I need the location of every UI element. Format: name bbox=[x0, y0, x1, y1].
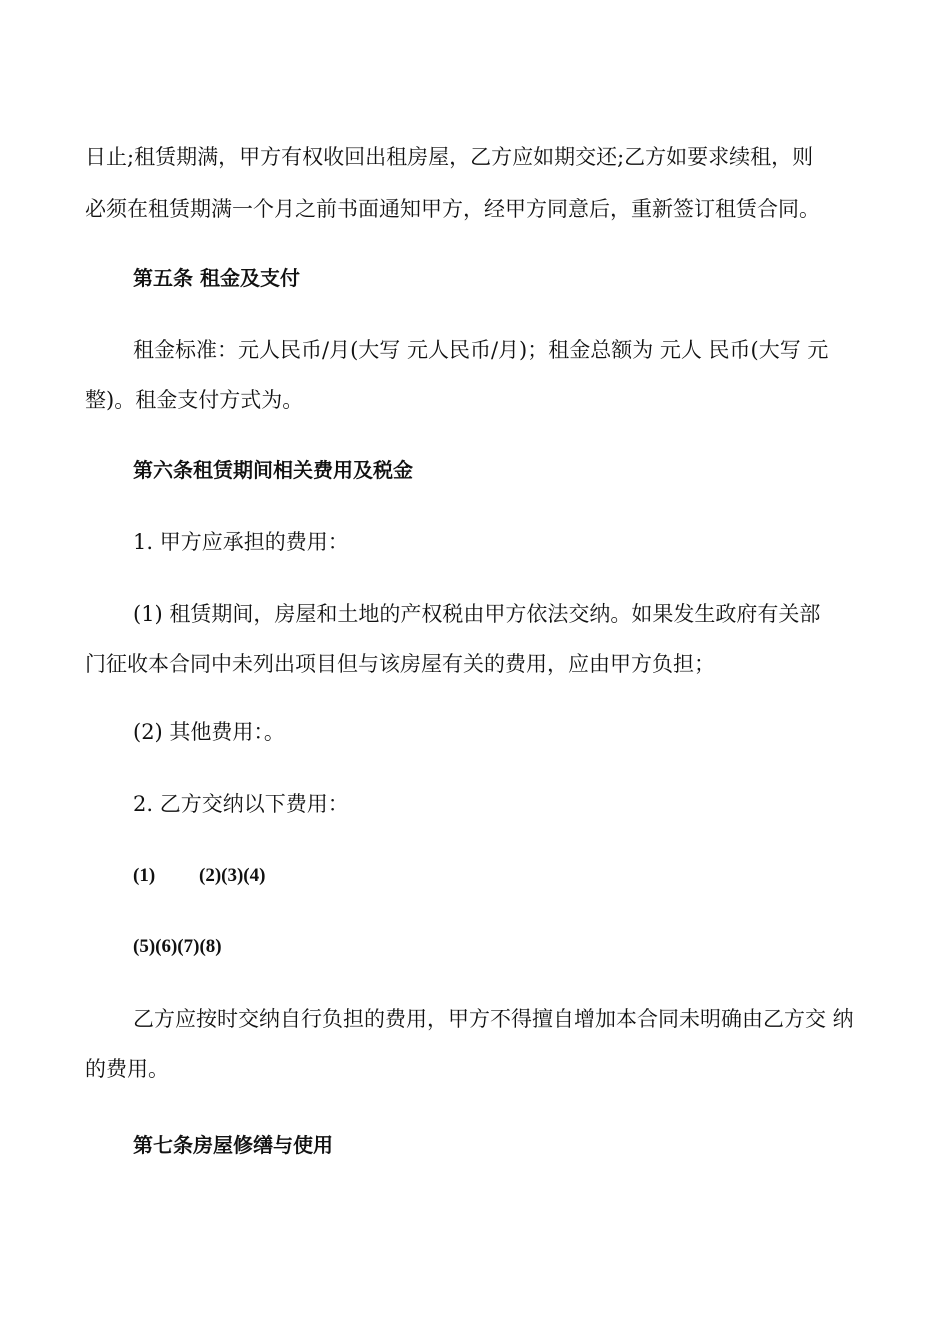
paragraph-line: 乙方应按时交纳自行负担的费用，甲方不得擅自增加本合同未明确由乙方交 纳 bbox=[133, 1007, 854, 1031]
paragraph-line: 必须在租赁期满一个月之前书面通知甲方，经甲方同意后，重新签订租赁合同。 bbox=[85, 197, 820, 221]
article-7-heading: 第七条房屋修缮与使用 bbox=[133, 1133, 333, 1157]
list-item: (1) bbox=[133, 865, 156, 886]
list-item-title: 1. 甲方应承担的费用： bbox=[133, 530, 349, 554]
list-item-title: 2. 乙方交纳以下费用： bbox=[133, 792, 349, 816]
article-5-heading: 第五条 租金及支付 bbox=[133, 266, 300, 290]
paragraph-line: 整)。租金支付方式为。 bbox=[85, 388, 304, 412]
paragraph-line: 租金标准：元人民币/月(大写 元人民币/月)；租金总额为 元人 民币(大写 元 bbox=[133, 338, 829, 362]
list-item: (5)(6)(7)(8) bbox=[133, 936, 222, 957]
paragraph-line: 门征收本合同中未列出项目但与该房屋有关的费用，应由甲方负担； bbox=[85, 652, 715, 676]
paragraph-line: 日止;租赁期满，甲方有权收回出租房屋，乙方应如期交还;乙方如要求续租，则 bbox=[85, 145, 814, 169]
paragraph-line: (1) 租赁期间，房屋和土地的产权税由甲方依法交纳。如果发生政府有关部 bbox=[133, 602, 821, 626]
list-item: (2)(3)(4) bbox=[199, 865, 266, 886]
paragraph-line: 的费用。 bbox=[85, 1057, 169, 1081]
article-6-heading: 第六条租赁期间相关费用及税金 bbox=[133, 458, 413, 482]
list-item: (2) 其他费用：。 bbox=[133, 720, 285, 744]
